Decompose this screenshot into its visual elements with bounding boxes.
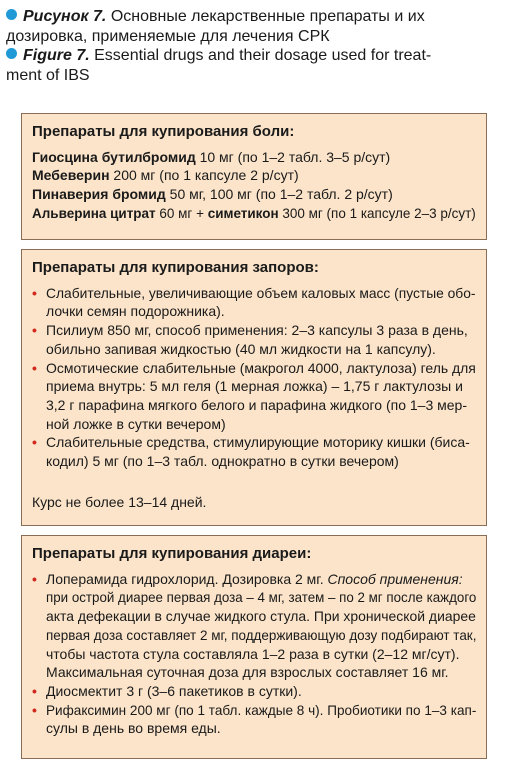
- bullet-icon: •: [32, 701, 37, 718]
- list-item-line: кодил) 5 мг (по 1–3 табл. однократно в сутки вечером): [46, 453, 399, 470]
- list-item: [32, 682, 476, 701]
- drug-dose: 300 мг (по 1 капсуле 2–3 р/сут): [278, 204, 476, 221]
- drug-dose: 200 мг (по 1 капсуле 2 р/сут): [109, 167, 299, 184]
- diarrhea-box-title: Препараты для купирования диареи:: [32, 545, 312, 562]
- list-item-line: Псилиум 850 мг, способ применения: 2–3 капсулы 3 раза в день,: [46, 322, 468, 339]
- caption-en-text: Essential drugs and their dosage used for treat-: [89, 47, 432, 64]
- list-item: [32, 433, 476, 470]
- list-item-line: Диосмектит 3 г (3–6 пакетиков в сутки).: [46, 682, 302, 699]
- constipation-drugs-box: [21, 249, 487, 526]
- drug-name: Альверина цитрат: [32, 204, 156, 221]
- list-item-line: первая доза составляет 2 мг, поддерживающую дозу подбирают так,: [46, 626, 477, 643]
- caption-ru-line1: [6, 7, 502, 27]
- pain-box-title: Препараты для купирования боли:: [32, 123, 295, 140]
- list-item: [32, 284, 476, 321]
- list-item-line: 3,2 г парафина мягкого белого и парафина жидкого (по 1–3 мер-: [46, 396, 467, 413]
- caption-en-label: Figure 7.: [23, 47, 90, 64]
- bullet-icon: •: [32, 322, 37, 339]
- list-item-italic-text: Способ применения:: [327, 570, 463, 587]
- drug-name: Пинаверия бромид: [32, 186, 166, 203]
- figure-caption: [6, 7, 502, 85]
- list-item: [32, 359, 476, 434]
- list-item: [32, 701, 476, 738]
- caption-en-line1: [6, 46, 502, 66]
- drug-name-2: симетикон: [207, 204, 279, 221]
- constipation-list: [32, 284, 476, 471]
- list-item-line: Слабительные средства, стимулирующие моторику кишки (биса-: [46, 434, 470, 451]
- course-duration-note: Курс не более 13–14 дней.: [32, 493, 207, 510]
- drug-dose-mid: 60 мг +: [155, 204, 208, 221]
- pain-item: [32, 204, 476, 223]
- list-item: [32, 321, 476, 358]
- bullet-icon: •: [32, 570, 37, 587]
- list-item-line: [46, 570, 476, 589]
- list-item-line: обильно запивая жидкостью (40 мл жидкости на 1 капсулу).: [46, 340, 436, 357]
- constipation-box-title: Препараты для купирования запоров:: [32, 259, 319, 276]
- caption-ru-line2: дозировка, применяемые для лечения СРК: [6, 27, 330, 45]
- pain-item: [32, 166, 476, 185]
- list-item-text: Лоперамида гидрохлорид. Дозировка 2 мг.: [46, 570, 328, 587]
- drug-name: Мебеверин: [32, 167, 110, 184]
- bullet-icon: •: [32, 284, 37, 301]
- diarrhea-list: [32, 570, 476, 738]
- caption-en-line2: ment of IBS: [6, 66, 90, 84]
- drug-dose: 50 мг, 100 мг (по 1–2 табл. 2 р/сут): [165, 186, 393, 203]
- drug-dose: 10 мг (по 1–2 табл. 3–5 р/сут): [195, 148, 391, 165]
- pain-item: [32, 185, 476, 204]
- pain-item: [32, 148, 476, 167]
- bullet-icon: •: [32, 682, 37, 699]
- list-item-line: сулы в день во время еды.: [46, 720, 221, 737]
- caption-bullet-icon: [6, 9, 17, 20]
- bullet-icon: •: [32, 359, 37, 376]
- caption-ru-text: Основные лекарственные препараты и их: [106, 8, 425, 25]
- list-item-line: Осмотические слабительные (макрогол 4000, лактулоза) гель для: [46, 359, 476, 376]
- list-item-line: ной ложке в сутки вечером): [46, 415, 226, 432]
- list-item-line: Рифаксимин 200 мг (по 1 табл. каждые 8 ч). Пробиотики по 1–3 кап-: [46, 701, 477, 718]
- list-item-line: чтобы частота стула составляла 1–2 раза в сутки (2–12 мг/сут).: [46, 645, 460, 662]
- list-item-line: акта дефекации в случае жидкого стула. При хронической диарее: [46, 608, 476, 625]
- caption-ru-label: Рисунок 7.: [23, 8, 107, 25]
- list-item-line: Слабительные, увеличивающие объем каловых масс (пустые обо-: [46, 284, 476, 301]
- drug-name: Гиосцина бутилбромид: [32, 148, 196, 165]
- bullet-icon: •: [32, 434, 37, 451]
- list-item-line: Максимальная суточная доза для взрослых составляет 16 мг.: [46, 664, 449, 681]
- caption-bullet-icon: [6, 48, 17, 59]
- pain-drugs-box: [21, 113, 487, 240]
- list-item-line: приема внутрь: 5 мл геля (1 мерная ложка) – 1,75 г лактулозы и: [46, 378, 463, 395]
- list-item: [32, 570, 476, 682]
- list-item-line: лочки семян подорожника).: [46, 303, 225, 320]
- diarrhea-drugs-box: [21, 535, 487, 759]
- list-item-line: при острой диарее первая доза – 4 мг, затем – по 2 мг после каждого: [46, 589, 477, 606]
